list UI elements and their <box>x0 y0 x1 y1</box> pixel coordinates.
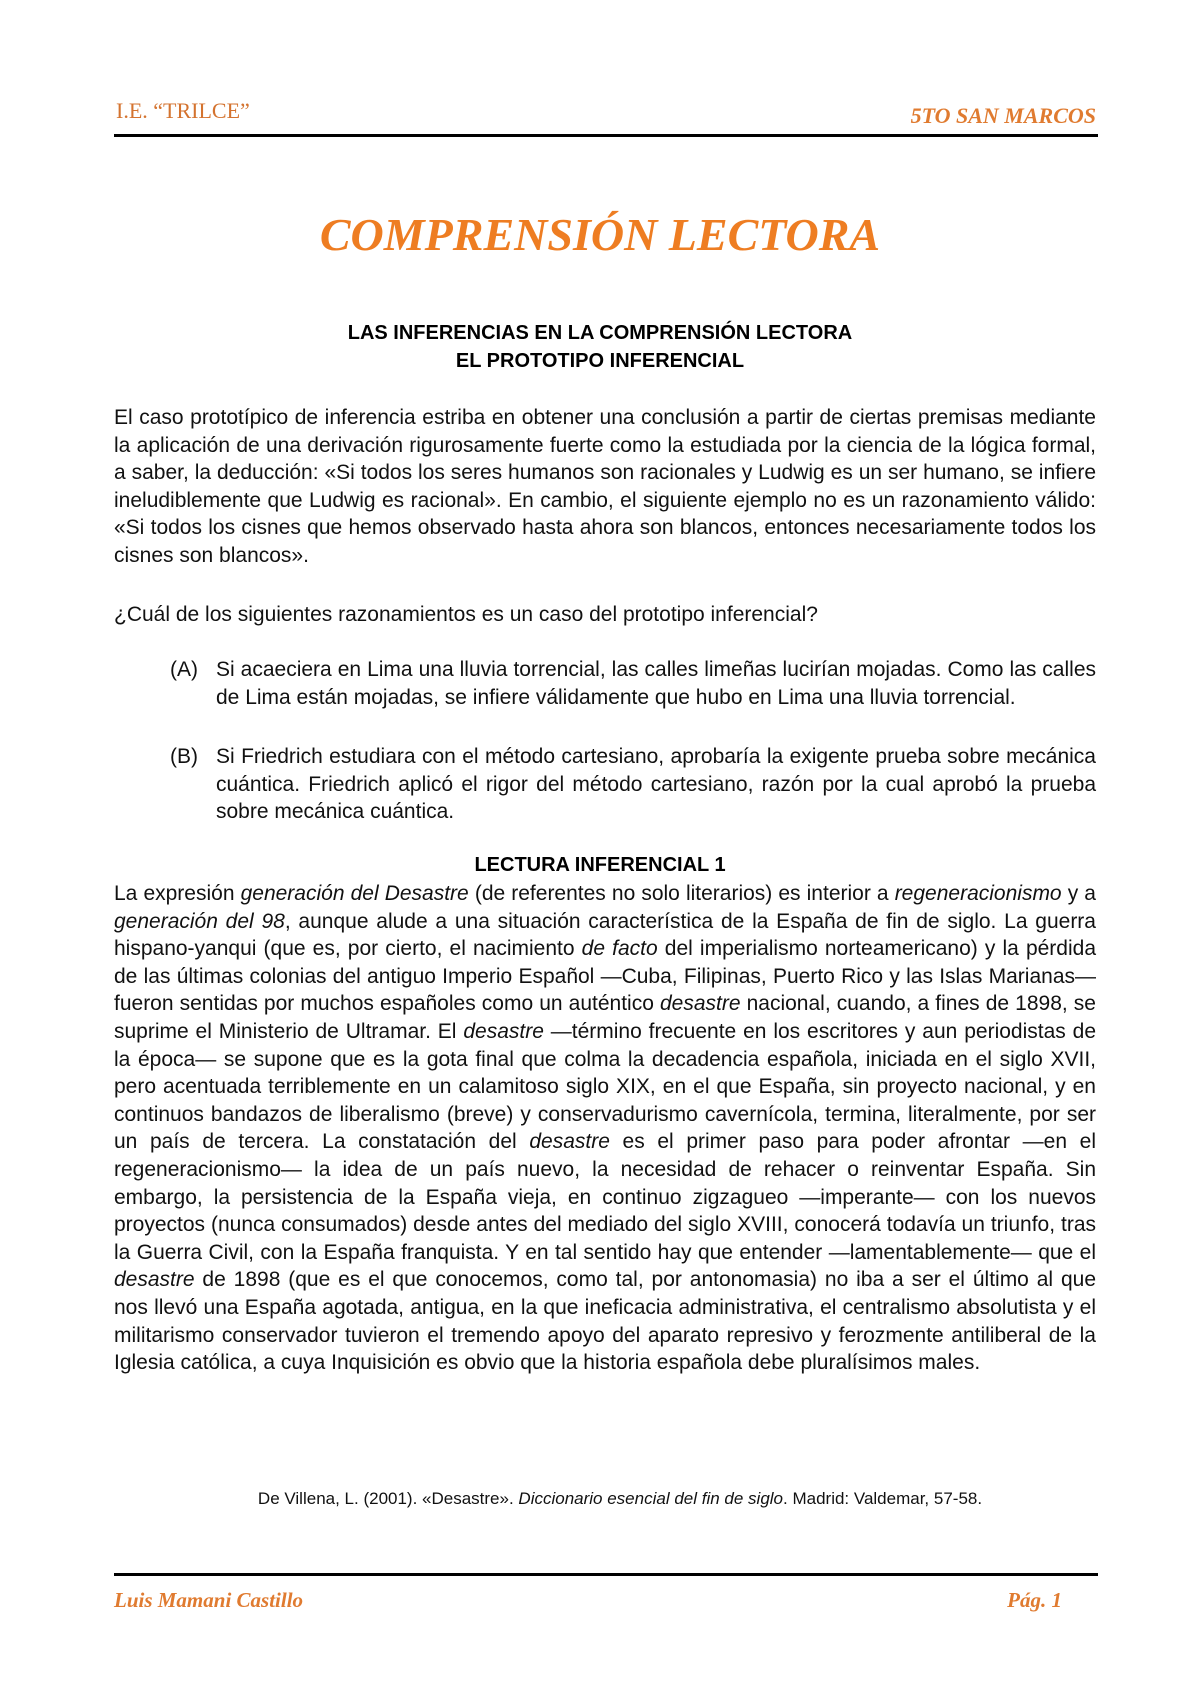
reading-text-run: , aunque alude a una situación característica de la España de fin de siglo. La guerra hispano-yanqui (que es, por cierto, el nacimiento <box>114 909 1096 961</box>
reading-italic-term: desastre <box>114 1268 195 1292</box>
question-text: ¿Cuál de los siguientes razonamientos es un caso del prototipo inferencial? <box>114 603 818 626</box>
footer-divider <box>114 1573 1098 1576</box>
option-text: Si acaeciera en Lima una lluvia torrencial, las calles limeñas lucirían mojadas. Como las calles de Lima están mojadas, se infiere válidamente que hubo en Lima una lluvia torrencial. <box>216 658 1096 709</box>
reading-text-run: nacional, cuando, a fines de 1898, se suprime el Ministerio de Ultramar. El <box>114 992 1096 1043</box>
option-letter: (B) <box>170 745 198 768</box>
reading-text-run: y a <box>1061 882 1096 905</box>
citation-publisher: . Madrid: Valdemar, 57-58. <box>783 1489 983 1508</box>
reading-text-run: del imperialismo norteamericano) y la pérdida de las últimas colonias del antiguo Imperio Español —Cuba, Filipinas, Puerto Rico y las Islas Marianas— fueron sentidas por muchos españoles como un auténtico <box>114 937 1096 1016</box>
reading-text-run: es el primer paso para poder afrontar —en el regeneracionismo— la idea de un país nuevo, la necesidad de rehacer o reinventar España. Sin embargo, la persistencia de la España vieja, en continuo zigzagueo —imperante— con los nuevos proyectos (nunca consumados) desde antes del mediado del siglo XVIII, conocerá todavía un triunfo, tras la Guerra Civil, con la España franquista. Y en tal sentido hay que entender —lamentablemente— que el <box>114 1130 1096 1264</box>
reading-italic-term: desastre <box>529 1130 610 1154</box>
reading-text-run: de 1898 (que es el que conocemos, como tal, por antonomasia) no iba a ser el último al que nos llevó una España agotada, antigua, en la que ineficacia administrativa, el centralismo absolutista y el militarismo conservador tuvieron el tremendo apoyo del aparato represivo y ferozmente antiliberal de la Iglesia católica, a cuya Inquisición es obvio que la historia española debe pluralísimos males. <box>114 1268 1096 1375</box>
citation-work: Diccionario esencial del fin de siglo <box>518 1489 784 1508</box>
reading-title: LECTURA INFERENCIAL 1 <box>474 854 726 876</box>
header-institution: I.E. “TRILCE” <box>116 98 250 123</box>
reading-italic-term: desastre <box>659 992 741 1016</box>
reading-text-run: (de referentes no solo literarios) es interior a <box>468 882 895 905</box>
page-number: Pág. 1 <box>1007 1588 1062 1612</box>
reading-italic-term: desastre <box>463 1019 544 1043</box>
header-course: 5TO SAN MARCOS <box>910 103 1096 128</box>
header-divider <box>114 134 1098 137</box>
option-a <box>170 656 1096 711</box>
option-letter: (A) <box>170 658 198 681</box>
reading-paragraph <box>114 880 1096 1377</box>
page-title: COMPRENSIÓN LECTORA <box>319 209 881 260</box>
intro-paragraph: El caso prototípico de inferencia estriba en obtener una conclusión a partir de ciertas premisas mediante la aplicación de una derivación rigurosamente fuerte como la estudiada por la ciencia de la lógica formal, a saber, la deducción: «Si todos los seres humanos son racionales y Ludwig es un ser humano, se infiere ineludiblemente que Ludwig es racional». En cambio, el siguiente ejemplo no es un razonamiento válido: «Si todos los cisnes que hemos observado hasta ahora son blancos, entonces necesariamente todos los cisnes son blancos». <box>114 406 1096 567</box>
section-subtitle-prototype: EL PROTOTIPO INFERENCIAL <box>455 350 745 372</box>
citation-author: De Villena, L. (2001). «Desastre». <box>257 1489 519 1508</box>
section-subtitle-inferences: LAS INFERENCIAS EN LA COMPRENSIÓN LECTORA <box>347 322 853 344</box>
reading-italic-term: regeneracionismo <box>894 882 1062 905</box>
reading-text-run: La expresión <box>114 882 241 905</box>
citation <box>0 1489 1200 1509</box>
footer-author: Luis Mamani Castillo <box>114 1588 304 1612</box>
reading-italic-term: de facto <box>581 937 658 961</box>
reading-text-run: —término frecuente en los escritores y aun periodistas de la época— se supone que es la gota final que colma la decadencia española, iniciada en el siglo XVII, pero acentuada terriblemente en un calamitoso siglo XIX, en el que España, sin proyecto nacional, y en continuos bandazos de liberalismo (breve) y conservadurismo cavernícola, termina, literalmente, por ser un país de tercera. La constatación del <box>114 1019 1096 1154</box>
option-text: Si Friedrich estudiara con el método cartesiano, aprobaría la exigente prueba sobre mecánica cuántica. Friedrich aplicó el rigor del método cartesiano, razón por la cual aprobó la prueba sobre mecánica cuántica. <box>216 745 1096 824</box>
option-b <box>170 743 1096 826</box>
reading-italic-term: generación del Desastre <box>240 882 469 905</box>
reading-italic-term: generación del 98 <box>114 909 285 933</box>
